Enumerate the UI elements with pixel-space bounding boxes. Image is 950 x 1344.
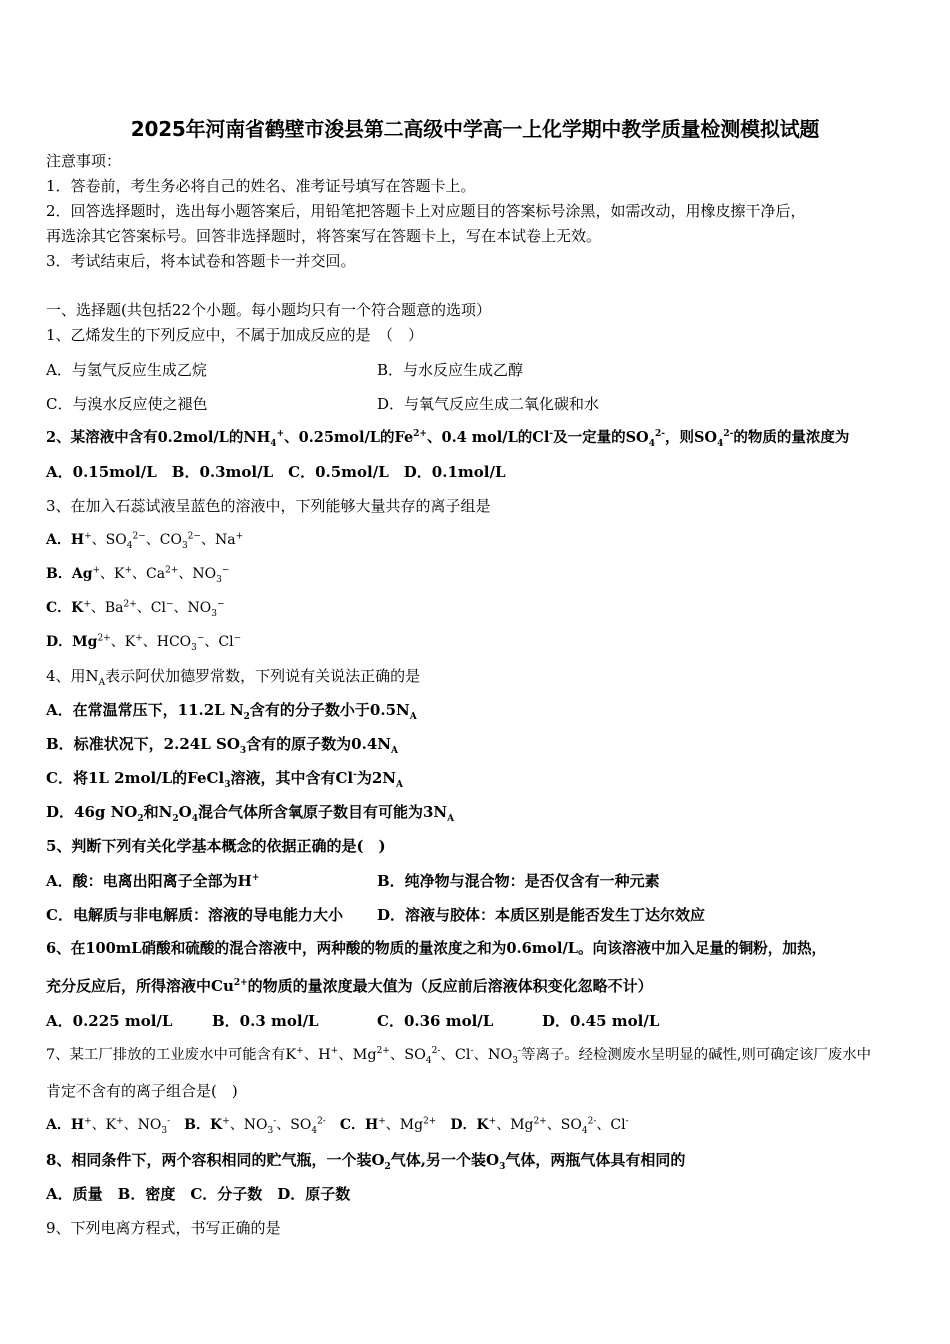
q2-options: A．0.15mol/L B．0.3mol/L C．0.5mol/L D．0.1mol/L [46, 463, 506, 481]
notice-item-2-cont: 再选涂其它答案标号。回答非选择题时，将答案写在答题卡上，写在本试卷上无效。 [46, 227, 602, 245]
q1-option-b: B．与水反应生成乙醇 [377, 361, 524, 379]
q3-option-d: D．$Mg^{2+}$、K+、$HCO_3^-$、Cl− [46, 633, 242, 653]
exam-title: 2025年河南省鹤壁市浚县第二高级中学高一上化学期中教学质量检测模拟试题 [130, 117, 820, 141]
notice-heading: 注意事项： [46, 152, 122, 170]
notice-item-2: 2．回答选择题时，选出每小题答案后，用铅笔把答题卡上对应题目的答案标号涂黑，如需改动，用橡皮擦干净后， [46, 202, 806, 220]
q2-stem: 2、某溶液中含有0.2mol/L的$NH_4^+$、0.25mol/L的$Fe^{2+}$、0.4 mol/L的Cl-及一定量的$SO_4^{2-}$，则$SO_4^{2-}$的物质的量浓度为 [46, 429, 850, 449]
q5-option-a: A．酸：电离出阳离子全部为H+ [46, 872, 260, 890]
q6-option-c: C．0.36 mol/L [377, 1012, 494, 1030]
q4-option-a: A．在常温常压下，11.2L $N_2$含有的分子数小于$0.5N_A$ [46, 701, 417, 722]
q4-option-d: D．46g $NO_2$和$N_2O_4$混合气体所含氧原子数目有可能为$3N_A$ [46, 803, 455, 824]
q5-option-b: B．纯净物与混合物：是否仅含有一种元素 [377, 872, 660, 890]
q6-option-a: A．0.225 mol/L [46, 1012, 173, 1030]
q5-option-c: C．电解质与非电解质：溶液的导电能力大小 [46, 906, 343, 924]
q8-stem: 8、相同条件下，两个容积相同的贮气瓶，一个装$O_2$气体,另一个装$O_3$气体，两瓶气体具有相同的 [46, 1151, 686, 1172]
q1-option-c: C．与溴水反应使之褪色 [46, 395, 208, 413]
q6-option-b: B．0.3 mol/L [212, 1012, 319, 1030]
q9-stem: 9、下列电离方程式，书写正确的是 [46, 1219, 281, 1237]
q6-option-d: D．0.45 mol/L [542, 1012, 660, 1030]
q3-option-a: A．H+、$SO_4^{2-}$、$CO_3^{2-}$、Na+ [46, 531, 244, 551]
q1-option-d: D．与氧气反应生成二氧化碳和水 [377, 395, 600, 413]
q5-stem: 5、判断下列有关化学基本概念的依据正确的是( ) [46, 837, 386, 855]
q3-option-b: B．Ag+、K+、$Ca^{2+}$、$NO_3^-$ [46, 565, 230, 585]
notice-item-3: 3．考试结束后，将本试卷和答题卡一并交回。 [46, 252, 356, 270]
q4-option-c: C．将1L 2mol/L的FeCl$_3$溶液，其中含有Cl-为$2N_A$ [46, 769, 403, 790]
q3-option-c: C．K+、$Ba^{2+}$、Cl−、$NO_3^-$ [46, 599, 225, 619]
q1-stem: 1、乙烯发生的下列反应中，不属于加成反应的是 （ ） [46, 326, 424, 344]
q7-stem-line1: 7、某工厂排放的工业废水中可能含有K+、H+、$Mg^{2+}$、$SO_4^{2-}$、Cl-、$NO_3^-$等离子。经检测废水呈明显的碱性,则可确定该厂废水中 [46, 1046, 871, 1066]
q8-options: A．质量 B．密度 C．分子数 D．原子数 [46, 1185, 351, 1203]
q7-options: A．H+、K+、$NO_3^-$ B．K+、$NO_3^-$、$SO_4^{2-}$ C．H+、$Mg^{2+}$ D．K+、$Mg^{2+}$、$SO_4^{2-}$、Cl- [46, 1116, 629, 1136]
q1-option-a: A．与氢气反应生成乙烷 [46, 361, 207, 379]
section-header: 一、选择题(共包括22个小题。每小题均只有一个符合题意的选项） [46, 301, 491, 319]
q7-stem-line2: 肯定不含有的离子组合是( ) [46, 1082, 238, 1100]
q4-stem: 4、用$N_A$表示阿伏加德罗常数，下列说有关说法正确的是 [46, 667, 421, 688]
q4-option-b: B．标准状况下，2.24L $SO_3$含有的原子数为$0.4N_A$ [46, 735, 398, 756]
q3-stem: 3、在加入石蕊试液呈蓝色的溶液中，下列能够大量共存的离子组是 [46, 497, 491, 515]
q6-stem-line1: 6、在100mL硝酸和硫酸的混合溶液中，两种酸的物质的量浓度之和为0.6mol/L。向该溶液中加入足量的铜粉，加热， [46, 940, 827, 957]
q5-option-d: D．溶液与胶体：本质区别是能否发生丁达尔效应 [377, 906, 706, 924]
notice-item-1: 1．答卷前，考生务必将自己的姓名、准考证号填写在答题卡上。 [46, 177, 476, 195]
q6-stem-line2: 充分反应后，所得溶液中$Cu^{2+}$的物质的量浓度最大值为（反应前后溶液体积变化忽略不计） [46, 977, 653, 995]
